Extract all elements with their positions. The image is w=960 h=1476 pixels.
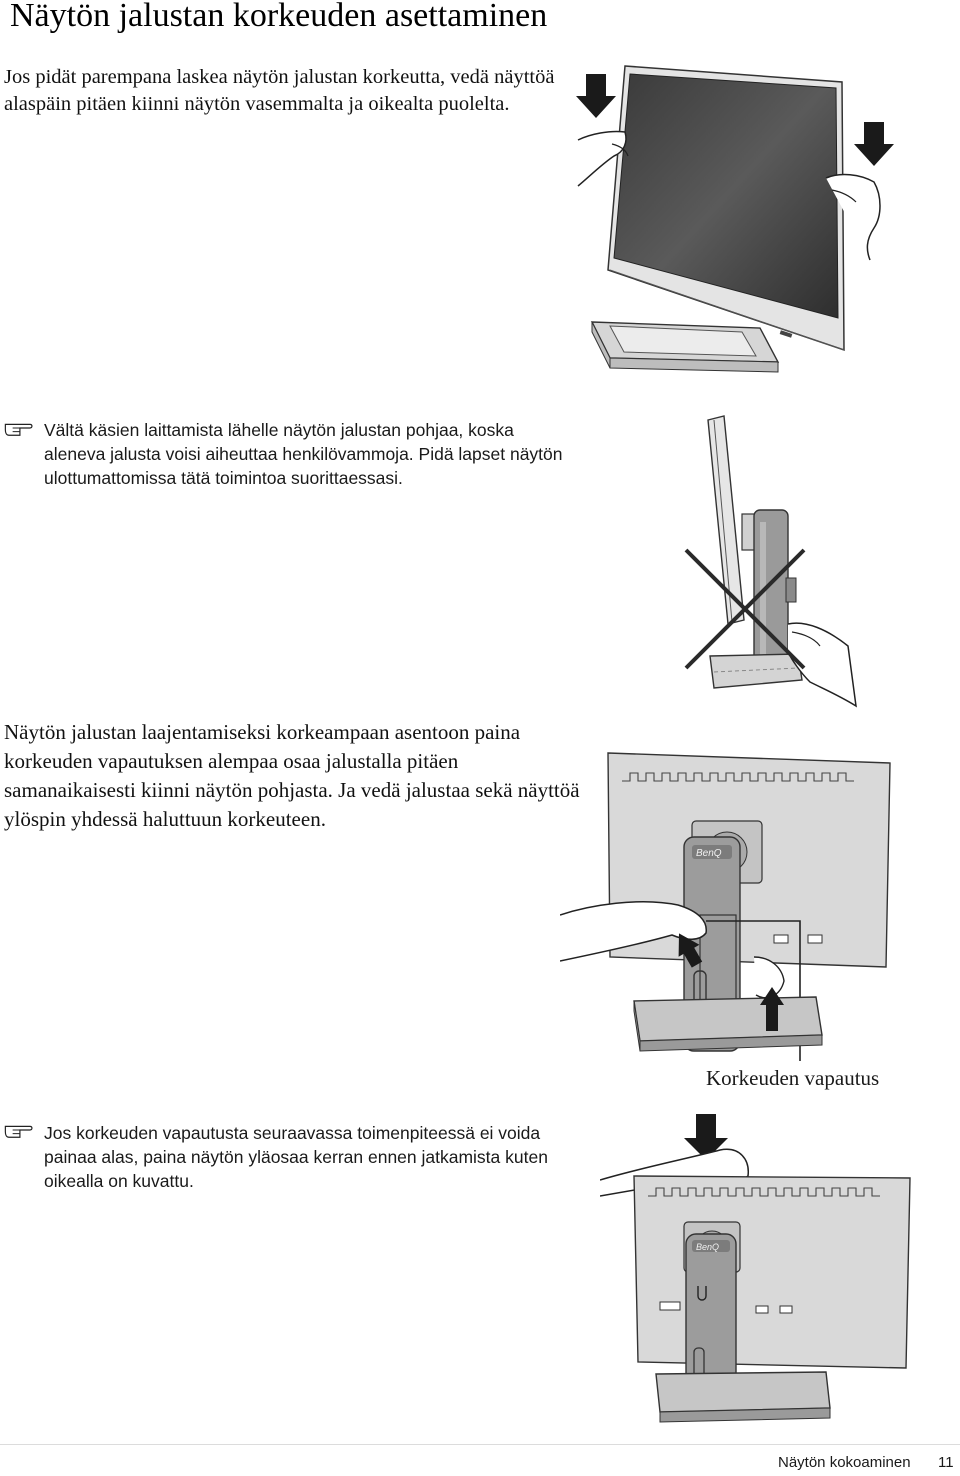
down-arrow-icon bbox=[854, 122, 894, 166]
footer-section-title: Näytön kokoaminen bbox=[778, 1454, 911, 1471]
page-title: Näytön jalustan korkeuden asettaminen bbox=[10, 0, 548, 34]
tip-note bbox=[44, 1121, 564, 1193]
brand-logo: BenQ bbox=[696, 1242, 720, 1252]
note-text: Vältä käsien laittamista lähelle näytön jalustan pohjaa, koska aleneva jalusta voisi aiheuttaa henkilövammoja. Pidä lapset näytön ulottumattomissa tätä toimintoa suorittaessasi. bbox=[44, 420, 563, 488]
height-release-label: Korkeuden vapautus bbox=[706, 1066, 880, 1090]
instruction-paragraph-raise: Näytön jalustan laajentamiseksi korkeampaan asentoon paina korkeuden vapautuksen alempaa osaa jalustalla pitäen samanaikaisesti kiinni näytön pohjasta. Ja vedä jalustaa sekä näyttöä ylöspin yhdessä haluttuun korkeuteen. bbox=[4, 720, 580, 831]
instruction-paragraph-lower: Jos pidät parempana laskea näytön jalustan korkeutta, vedä näyttöä alaspäin pitäen kiinni näytön vasemmalta ja oikealta puolelta. bbox=[4, 66, 555, 115]
pointing-hand-icon bbox=[4, 1120, 34, 1140]
footer-divider bbox=[0, 1444, 960, 1445]
warning-note bbox=[44, 418, 564, 490]
illustration-side-view-warning bbox=[680, 410, 860, 715]
illustration-height-release bbox=[560, 745, 900, 1070]
note-text: Jos korkeuden vapautusta seuraavassa toimenpiteessä ei voida painaa alas, paina näytön yläosaa kerran ennen jatkamista kuten oikealla on kuvattu. bbox=[44, 1123, 548, 1191]
pointing-hand-icon bbox=[4, 418, 34, 438]
brand-logo: BenQ bbox=[696, 848, 722, 859]
illustration-lower-monitor bbox=[570, 60, 910, 400]
page-number: 11 bbox=[938, 1454, 954, 1471]
down-arrow-icon bbox=[576, 74, 616, 118]
illustration-press-top bbox=[600, 1110, 920, 1430]
